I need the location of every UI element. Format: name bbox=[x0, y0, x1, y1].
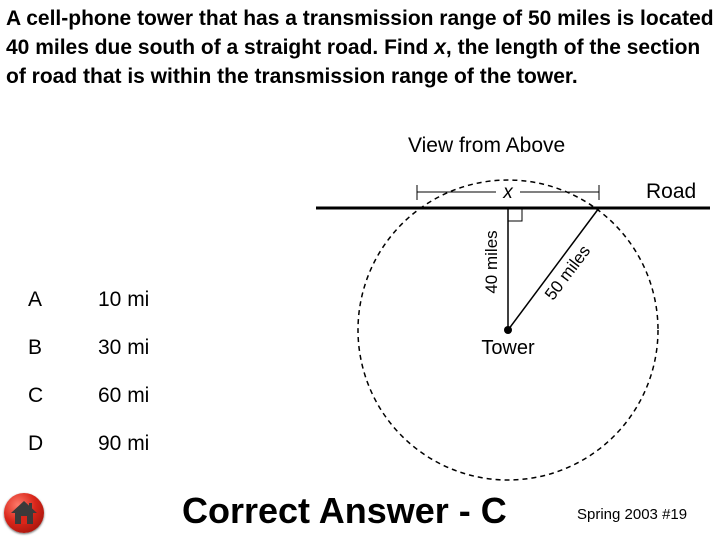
distance-label: 40 miles bbox=[482, 230, 501, 294]
tower-point bbox=[504, 326, 512, 334]
range-line bbox=[508, 208, 599, 330]
question-variable: x bbox=[434, 36, 446, 59]
question-part-2: , the length of the section of road that is within the transmission range of the tower. bbox=[6, 36, 701, 88]
x-dimension bbox=[417, 182, 599, 203]
choice-letter: A bbox=[28, 288, 43, 311]
choice-value: 30 mi bbox=[98, 336, 150, 359]
x-label: x bbox=[503, 182, 513, 203]
road-label: Road bbox=[646, 180, 697, 203]
choice-value: 90 mi bbox=[98, 432, 150, 455]
choice-c[interactable] bbox=[28, 376, 228, 416]
correct-answer-text: Correct Answer - C bbox=[182, 490, 507, 531]
question-part-1: A cell-phone tower that has a transmission range of 50 miles is located 40 miles due south of a straight road. Find bbox=[6, 7, 714, 59]
choice-letter: C bbox=[28, 384, 44, 407]
home-button[interactable] bbox=[4, 493, 44, 533]
home-icon bbox=[4, 493, 44, 533]
tower-label: Tower bbox=[481, 337, 535, 359]
choice-letter: D bbox=[28, 432, 44, 455]
choice-value: 10 mi bbox=[98, 288, 150, 311]
choice-letter: B bbox=[28, 336, 43, 359]
choice-value: 60 mi bbox=[98, 384, 150, 407]
choice-a[interactable] bbox=[28, 280, 228, 320]
diagram-title: View from Above bbox=[408, 134, 566, 157]
range-label: 50 miles bbox=[540, 241, 595, 304]
source-label: Spring 2003 #19 bbox=[577, 506, 688, 523]
right-angle-marker bbox=[508, 208, 522, 221]
choice-b[interactable] bbox=[28, 328, 228, 368]
choice-d[interactable] bbox=[28, 424, 228, 464]
